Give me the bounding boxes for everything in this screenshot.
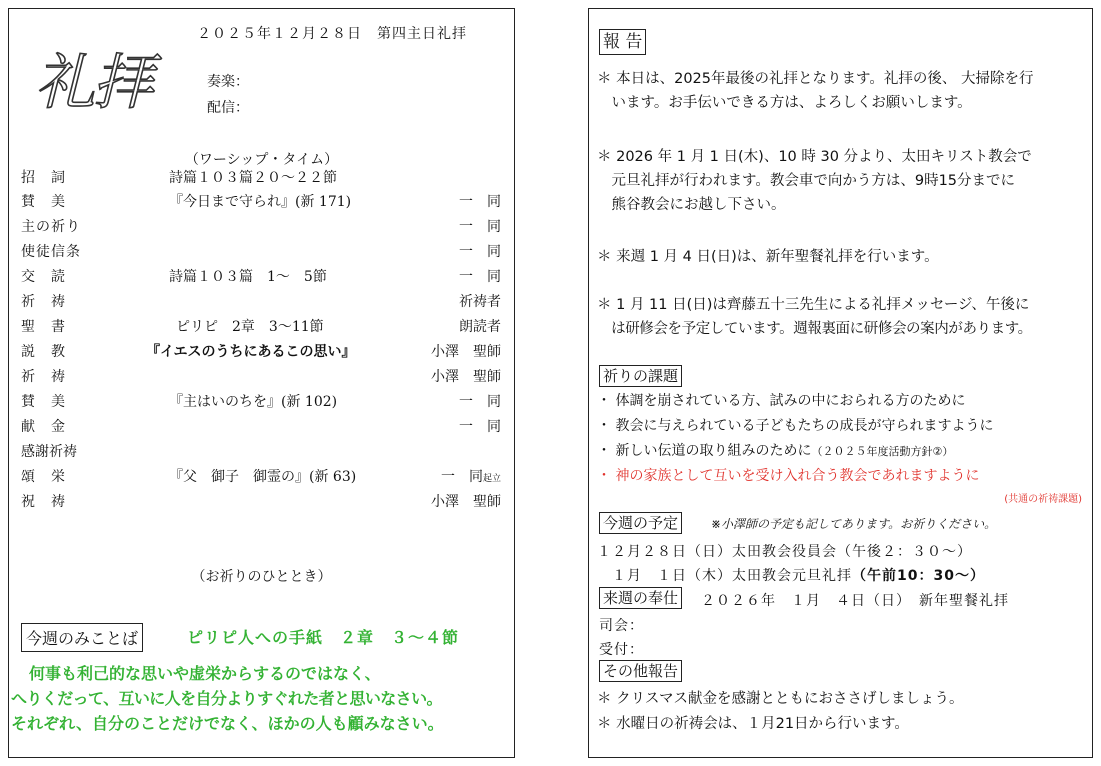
order-row — [21, 491, 501, 515]
other-item: ＊ 水曜日の祈祷会は、１月21日から行います。 — [597, 716, 909, 732]
order-item-role: 一 同 — [459, 194, 501, 210]
order-row — [21, 366, 501, 390]
order-item-content: 詩篇１０３篇２０～２２節 — [169, 170, 337, 186]
order-item-name: 頌 栄 — [21, 469, 66, 485]
schedule-note: ※小澤師の予定も記してあります。お祈りください。 — [711, 517, 997, 531]
order-row — [21, 216, 501, 240]
order-row — [21, 291, 501, 315]
announcements-panel — [588, 8, 1093, 758]
schedule-time: （午前10：30～） — [852, 568, 985, 584]
order-item-content: 『今日まで守られ』(新 171) — [169, 194, 352, 210]
order-row — [21, 391, 501, 415]
report-line: は研修会を予定しています。週報裏面に研修会の案内があります。 — [597, 321, 1032, 337]
order-row — [21, 191, 501, 215]
schedule-item: １月 １日（木）太田教会元旦礼拝（午前10：30～） — [597, 568, 985, 584]
presider-label: 司会： — [599, 618, 644, 634]
order-item-name: 祝 祷 — [21, 494, 66, 510]
order-item-role: 一 同 — [459, 219, 501, 235]
order-row — [21, 416, 501, 440]
order-item-role: 小澤 聖師 — [431, 369, 501, 385]
order-item-content: 『父 御子 御霊の』(新 63) — [169, 469, 357, 485]
report-line: ＊ 2026 年 1 月 1 日(木)、10 時 30 分より、太田キリスト教会で — [597, 149, 1032, 165]
order-item-role: 一 同 — [459, 419, 501, 435]
order-row — [21, 266, 501, 290]
order-item-name: 賛 美 — [21, 394, 66, 410]
worship-time-label: （ワーシップ・タイム） — [184, 152, 339, 168]
order-item-name: 交 読 — [21, 269, 66, 285]
report-line: います。お手伝いできる方は、よろしくお願いします。 — [597, 95, 972, 111]
report-line: ＊ 来週 1 月 4 日(日)は、新年聖餐礼拝を行います。 — [597, 249, 939, 265]
music-label: 奏楽： — [207, 74, 249, 90]
stream-label: 配信： — [207, 100, 249, 116]
common-prayer-note: (共通の祈祷課題) — [1004, 494, 1082, 505]
order-item-role: 小澤 聖師 — [431, 344, 501, 360]
bulletin-order-panel — [8, 8, 515, 758]
standing-note: 起立 — [482, 474, 501, 484]
service-heading: 来週の奉仕 — [599, 587, 682, 609]
order-row — [21, 167, 501, 191]
order-item-role: 小澤 聖師 — [431, 494, 501, 510]
order-item-name: 招 詞 — [21, 170, 66, 186]
order-item-role: 一 同起立 — [440, 469, 501, 485]
order-item-name: 主の祈り — [21, 219, 81, 235]
order-item-name: 感謝祈祷 — [21, 444, 77, 460]
service-date: ２０２６年 １月 ４日（日） 新年聖餐礼拝 — [701, 593, 1009, 609]
weekly-word-label: 今週のみことば — [21, 623, 143, 652]
order-item-name: 説 教 — [21, 344, 66, 360]
order-item-name: 祈 祷 — [21, 369, 66, 385]
other-heading: その他報告 — [599, 660, 682, 682]
order-item-role: 一 同 — [459, 394, 501, 410]
order-row — [21, 241, 501, 265]
prayer-item: ・ 体調を崩されている方、試みの中におられる方のために — [597, 393, 966, 409]
sermon-title: 『イエスのうちにあるこの思い』 — [146, 344, 356, 360]
order-item-content: 『主はいのちを』(新 102) — [169, 394, 338, 410]
verse-line: それぞれ、自分のことだけでなく、ほかの人も顧みなさい。 — [11, 714, 444, 733]
verse-line: へりくだって、互いに人を自分よりすぐれた者と思いなさい。 — [11, 689, 442, 708]
order-item-role: 朗読者 — [459, 319, 501, 335]
order-item-content: ピリピ 2章 3～11節 — [176, 319, 324, 335]
report-line: ＊ 本日は、2025年最後の礼拝となります。礼拝の後、 大掃除を行 — [597, 71, 1034, 87]
report-line: ＊ 1 月 11 日(日)は齊藤五十三先生による礼拝メッセージ、午後に — [597, 297, 1030, 313]
order-item-role: 一 同 — [459, 269, 501, 285]
prayer-item: ・ 神の家族として互いを受け入れ合う教会であれますように — [597, 468, 980, 484]
order-row — [21, 441, 501, 465]
report-heading: 報 告 — [599, 29, 646, 55]
order-item-name: 祈 祷 — [21, 294, 66, 310]
weekly-word-reference: ピリピ人への手紙 ２章 ３～４節 — [187, 628, 460, 647]
prayer-moment-label: （お祈りのひととき） — [191, 569, 332, 585]
order-row — [21, 316, 501, 340]
service-date: ２０２５年１２月２８日 第四主日礼拝 — [197, 26, 467, 42]
verse-line: 何事も利己的な思いや虚栄からするのではなく、 — [29, 664, 381, 683]
order-item-name: 使徒信条 — [21, 244, 81, 260]
other-item: ＊ クリスマス献金を感謝とともにおささげしましょう。 — [597, 691, 964, 707]
order-item-content: 詩篇１０３篇 1～ 5節 — [169, 269, 327, 285]
activity-policy-note: （２０２５年度活動方針②） — [811, 445, 954, 458]
report-line: 元旦礼拝が行われます。教会車で向かう方は、9時15分までに — [597, 173, 1016, 189]
order-row — [21, 466, 501, 490]
page-title: 礼拝 — [35, 48, 151, 118]
order-row — [21, 341, 501, 365]
order-item-name: 献 金 — [21, 419, 66, 435]
order-item-name: 賛 美 — [21, 194, 66, 210]
prayer-heading: 祈りの課題 — [599, 365, 682, 387]
prayer-item: ・ 新しい伝道の取り組みのために（２０２５年度活動方針②） — [597, 443, 954, 459]
reception-label: 受付： — [599, 642, 644, 658]
prayer-item: ・ 教会に与えられている子どもたちの成長が守られますように — [597, 418, 994, 434]
schedule-heading: 今週の予定 — [599, 512, 682, 534]
order-item-role: 祈祷者 — [459, 294, 501, 310]
order-item-role: 一 同 — [459, 244, 501, 260]
schedule-item: １２月２８日（日）太田教会役員会（午後２：３０～） — [597, 544, 972, 560]
order-item-name: 聖 書 — [21, 319, 66, 335]
report-line: 熊谷教会にお越し下さい。 — [597, 197, 786, 213]
